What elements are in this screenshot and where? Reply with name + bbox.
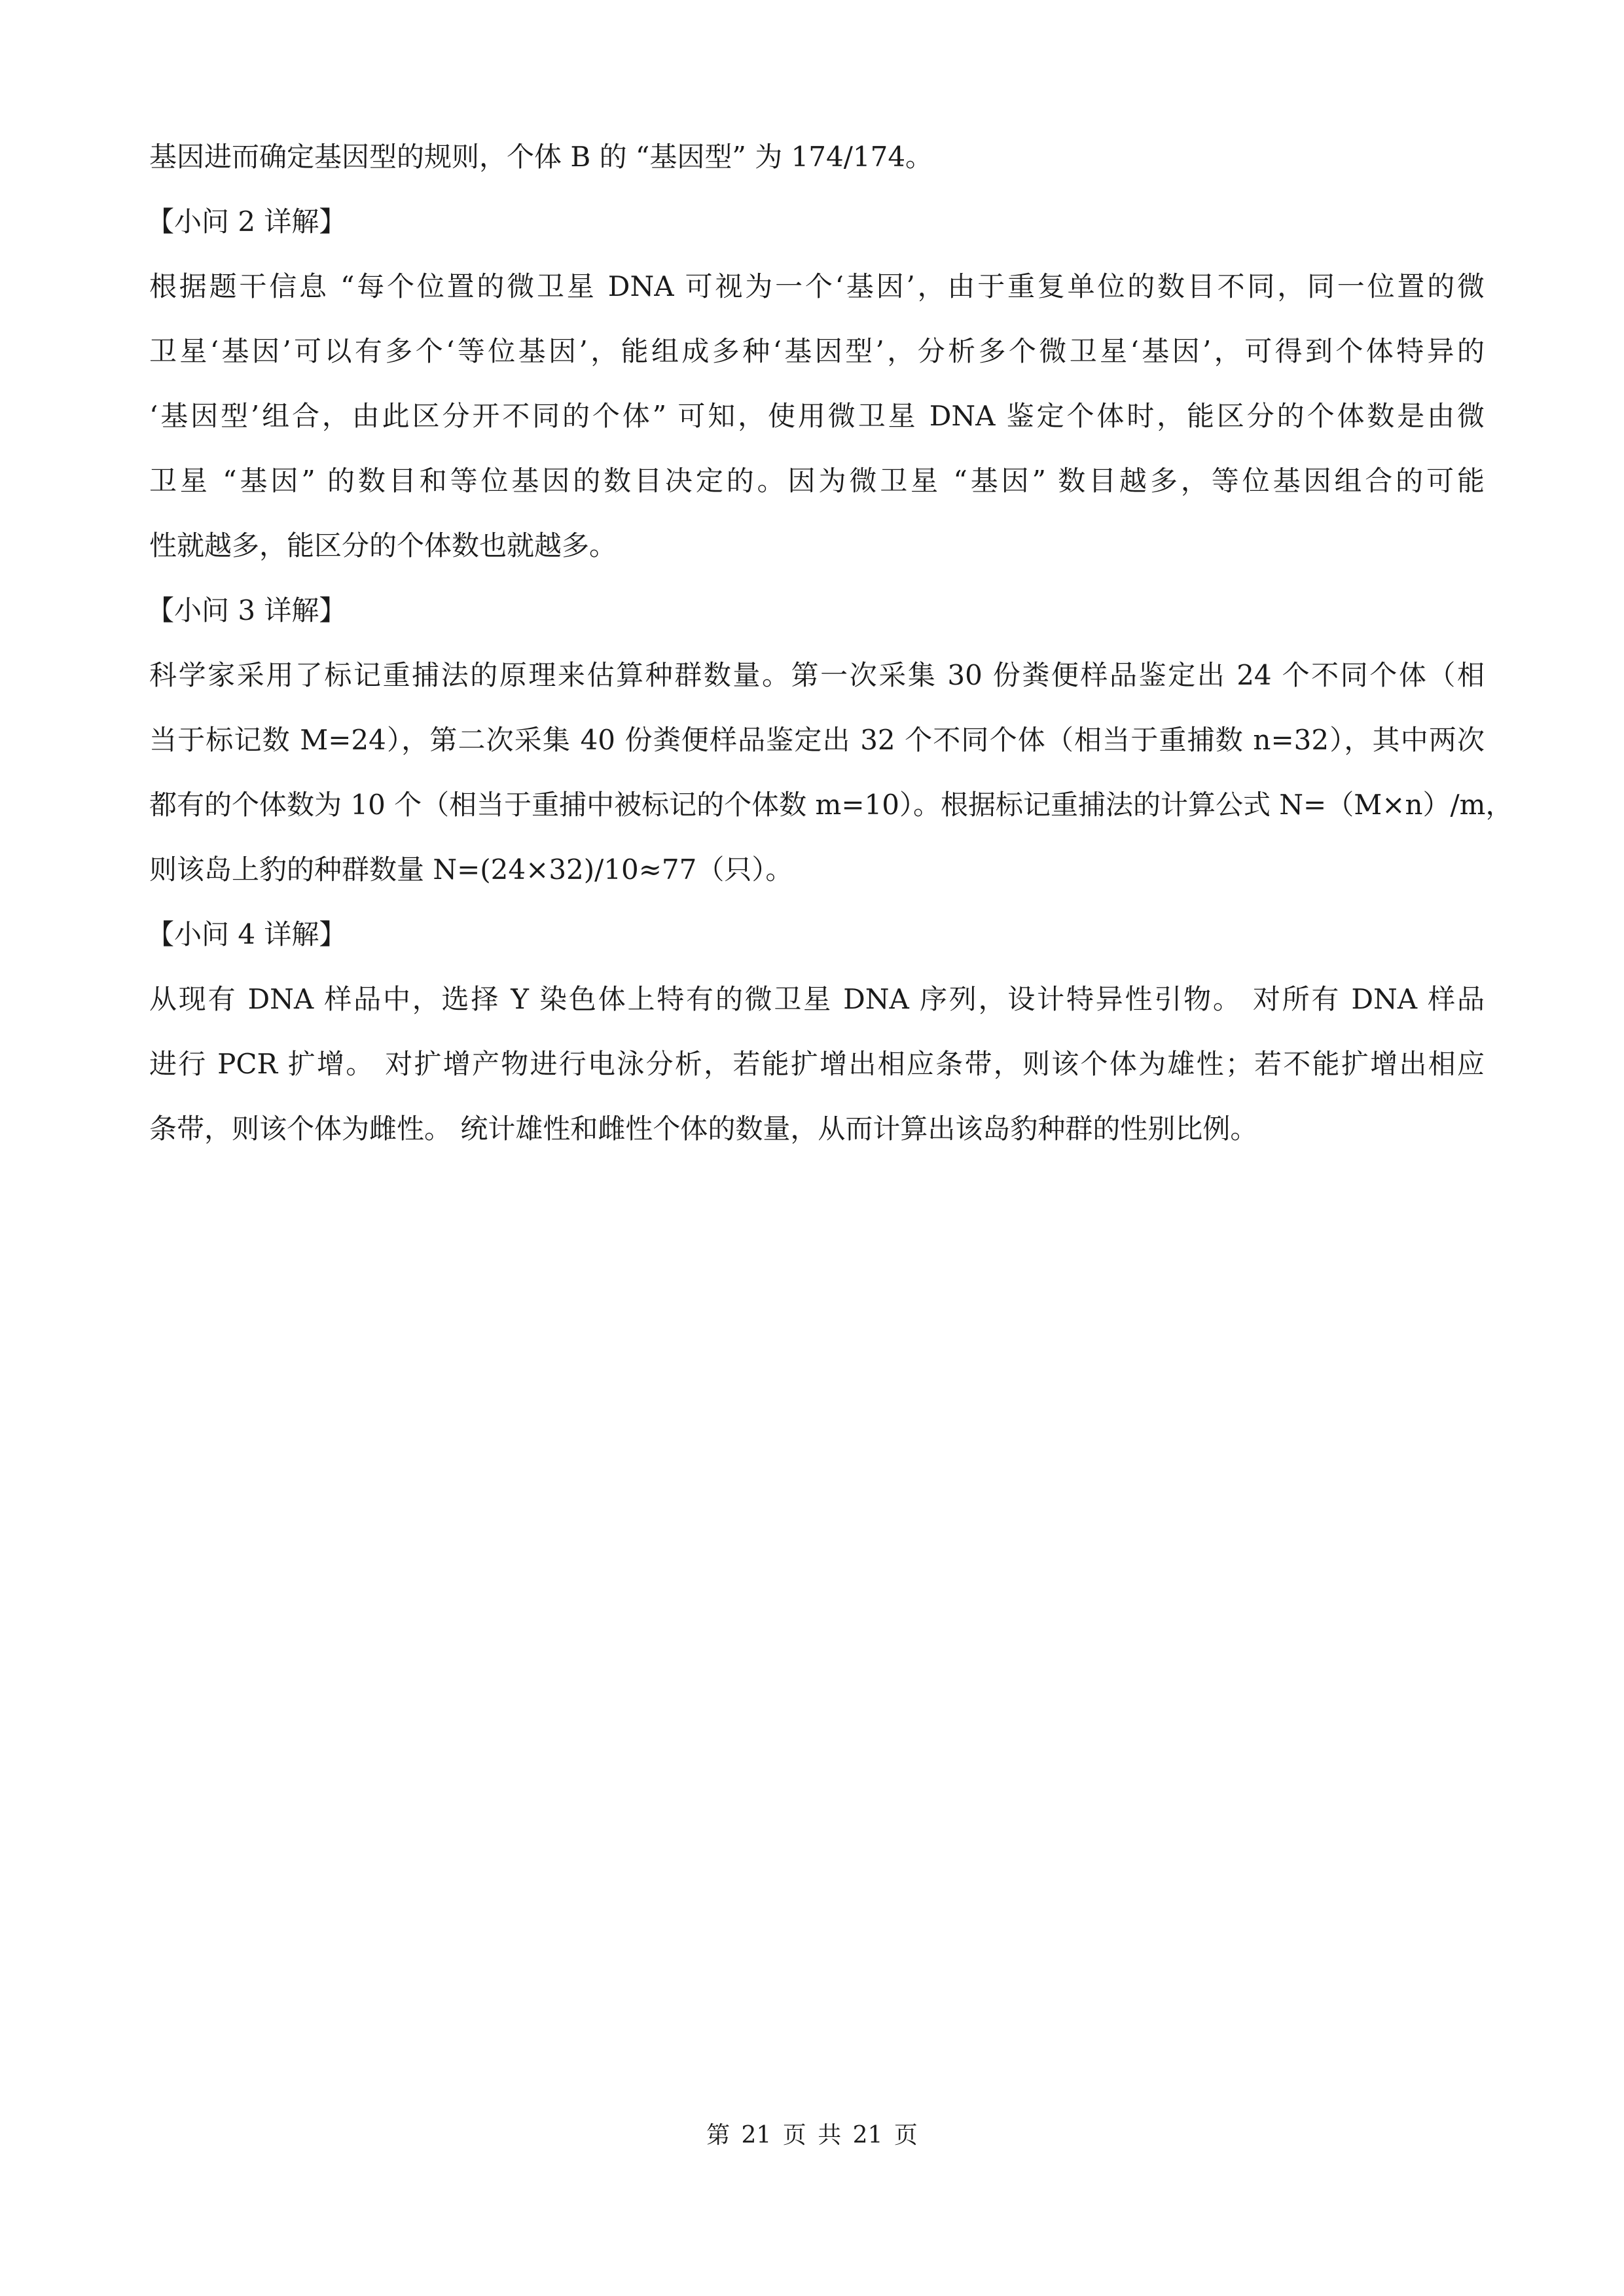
section-heading-q3: 【小问 3 详解】 [147,594,347,626]
page-number-footer: 第 21 页 共 21 页 [706,2122,918,2149]
answer-explanation-body [147,124,1513,1161]
text-line: 科学家采用了标记重捕法的原理来估算种群数量。第一次采集 30 份粪便样品鉴定出 24 个不同个体（相 [149,659,1485,691]
text-line: 当于标记数 M=24），第二次采集 40 份粪便样品鉴定出 32 个不同个体（相当于重捕数 n=32），其中两次 [149,724,1485,756]
text-line: 进行 PCR 扩增。 对扩增产物进行电泳分析，若能扩增出相应条带，则该个体为雄性；若不能扩增出相应 [149,1048,1485,1080]
text-line: ‘基因型’组合，由此区分开不同的个体” 可知，使用微卫星 DNA 鉴定个体时，能区分的个体数是由微 [149,400,1485,432]
text-line: 都有的个体数为 10 个（相当于重捕中被标记的个体数 m=10）。根据标记重捕法的计算公式 N=（M×n）/m， [149,789,1513,821]
text-line: 根据题干信息 “每个位置的微卫星 DNA 可视为一个‘基因’，由于重复单位的数目不同，同一位置的微 [149,270,1485,302]
text-line: 从现有 DNA 样品中，选择 Y 染色体上特有的微卫星 DNA 序列，设计特异性引物。 对所有 DNA 样品 [149,983,1485,1015]
text-line: 条带，则该个体为雌性。 统计雄性和雌性个体的数量，从而计算出该岛豹种群的性别比例。 [149,1113,1258,1145]
text-line: 性就越多，能区分的个体数也就越多。 [149,529,617,562]
section-heading-q2: 【小问 2 详解】 [147,206,347,238]
section-heading-q4: 【小问 4 详解】 [147,918,347,950]
text-line: 则该岛上豹的种群数量 N=(24×32)/10≈77（只）。 [149,853,793,886]
text-line: 卫星 “基因” 的数目和等位基因的数目决定的。因为微卫星 “基因” 数目越多，等位基因组合的可能 [149,465,1485,497]
text-line: 卫星‘基因’可以有多个‘等位基因’，能组成多种‘基因型’，分析多个微卫星‘基因’，可得到个体特异的 [149,335,1485,367]
text-line: 基因进而确定基因型的规则，个体 B 的 “基因型” 为 174/174。 [149,141,933,173]
